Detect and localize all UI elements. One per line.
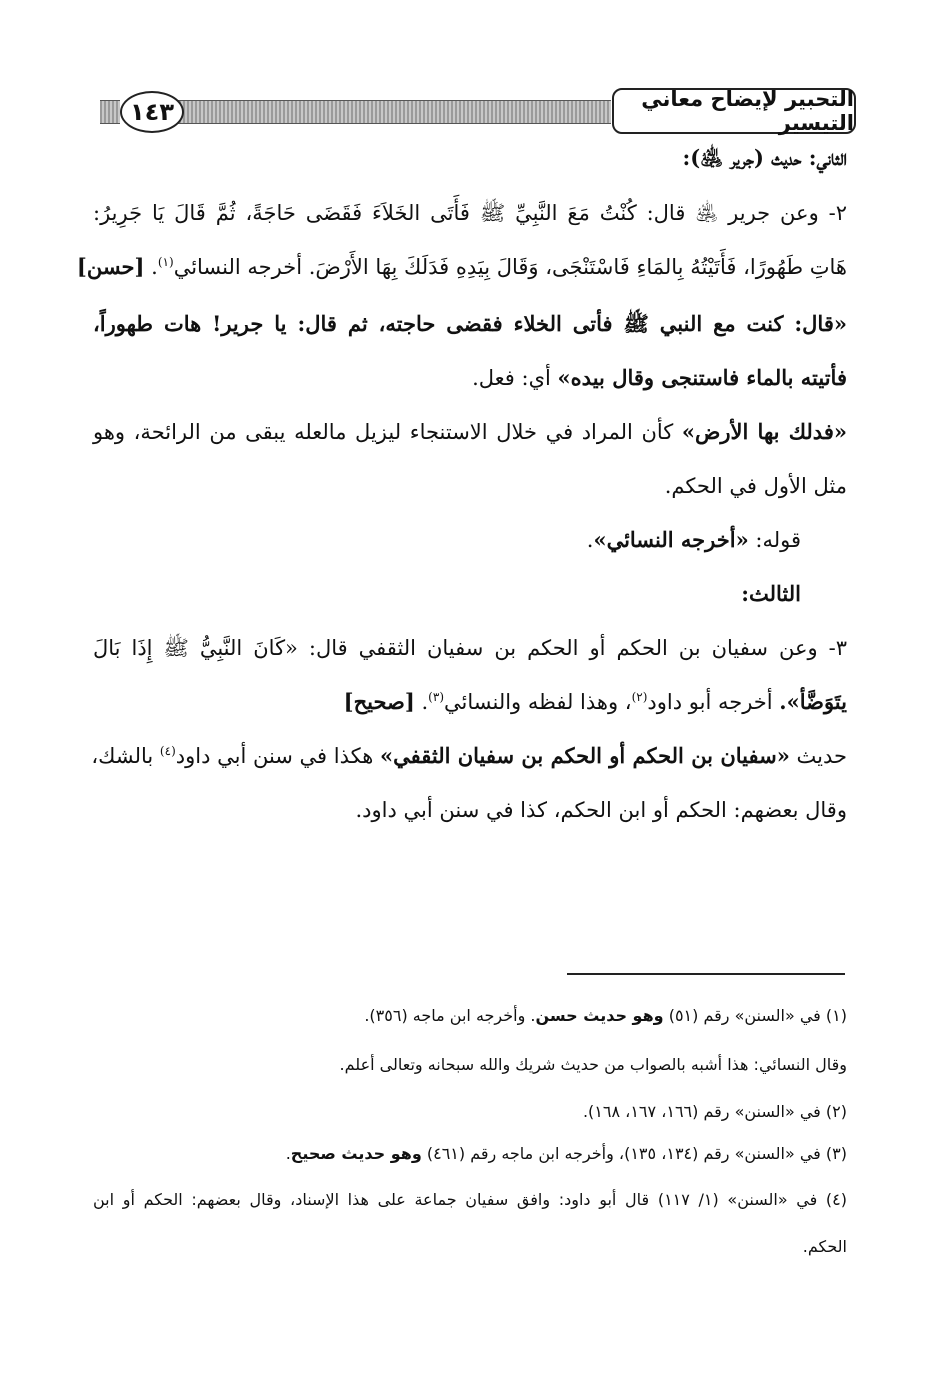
- hadith-3-line-1: ٣- وعن سفيان بن الحكم أو الحكم بن سفيان الثقفي قال: «كَانَ النَّبِيُّ ﷺ إِذَا بَالَ: [93, 636, 847, 660]
- hadith-2-line-1: ٢- وعن جرير ﵁ قال: كُنْتُ مَعَ النَّبِيِّ ﷺ فَأَتَى الخَلاَءَ فَقَضَى حَاجَةً، ثُمَّ قَالَ يَا جَرِيرُ:: [93, 201, 847, 225]
- book-title: التحبير لإيضاح معاني التيسير: [612, 88, 856, 134]
- footnote-3-end: .: [285, 1144, 291, 1163]
- header-ornament-left: [100, 100, 120, 124]
- footnote-3-grade: وهو حديث صحيح: [290, 1144, 422, 1163]
- commentary-1-rest: أي: فعل.: [472, 366, 558, 390]
- hadith-2-line-2: [76, 253, 847, 281]
- footnote-4-line-1: (٤) في «السنن» (١/ ١١٧) قال أبو داود: وافق سفيان جماعة على هذا الإسناد، وقال بعضهم: الحكم أو ابن: [93, 1190, 847, 1209]
- commentary-2-line-1: [93, 418, 847, 446]
- footnote-1-text: (١) في «السنن» رقم (٥١): [663, 1006, 847, 1025]
- commentary-4-end: بالشك،: [91, 744, 160, 768]
- footnote-ref-3: (٣): [428, 690, 444, 704]
- commentary-1-line-1: «قال: كنت مع النبي ﷺ فأتى الخلاء فقضى حاجته، ثم قال: يا جرير! هات طهوراً،: [93, 311, 847, 336]
- hadith-3-source-a: أخرجه أبو داود: [647, 690, 780, 714]
- grade-sahih: [صحيح]: [343, 689, 415, 714]
- hadith-3-source-b: ، وهذا لفظه والنسائي: [444, 690, 632, 714]
- footnote-ref-2: (٢): [631, 690, 648, 704]
- commentary-4-line-2: وقال بعضهم: الحكم أو ابن الحكم، كذا في سنن أبي داود.: [355, 798, 847, 822]
- footnote-1-continued: وقال النسائي: هذا أشبه بالصواب من حديث شريك والله سبحانه وتعالى أعلم.: [339, 1055, 847, 1074]
- commentary-1-quote: فأتيته بالماء فاستنجى وقال بيده»: [557, 365, 847, 390]
- hadith-2-text: هَاتِ طَهُورًا، فَأَتَيْتُهُ بِالمَاءِ فَاسْتَنْجَى، وَقَالَ بِيَدِهِ فَدَلَكَ بِهَا الأَرْضَ. أخرجه النسائي: [173, 255, 847, 279]
- footnote-1-end: . وأخرجه ابن ماجه (٣٥٦).: [364, 1006, 536, 1025]
- commentary-2-rest: كأن المراد في خلال الاستنجاء ليزيل مالعله يبقى من الرائحة، وهو: [93, 420, 682, 444]
- section-heading-third-text: الثالث:: [741, 581, 801, 606]
- footnote-separator: [567, 973, 845, 975]
- footnote-3-text: (٣) في «السنن» رقم (١٣٤، ١٣٥)، وأخرجه ابن ماجه رقم (٤٦١): [421, 1144, 847, 1163]
- hadith-3-quote: يتَوَضَّأ».: [779, 689, 847, 714]
- page-header: [100, 88, 856, 134]
- commentary-3-suffix: .: [586, 528, 594, 552]
- grade-hasan: [حسن]: [76, 254, 145, 279]
- commentary-2-line-2: مثل الأول في الحكم.: [664, 474, 847, 498]
- commentary-1-line-2: [93, 364, 847, 392]
- commentary-2-quote: «فدلك بها الأرض»: [681, 419, 847, 444]
- hadith-2-punct: .: [151, 255, 158, 279]
- footnote-1: [93, 1005, 847, 1027]
- header-ornament-band: [175, 100, 611, 124]
- commentary-3-quote: «أخرجه النسائي»: [593, 527, 749, 552]
- commentary-4-quote: «سفيان بن الحكم أو الحكم بن سفيان الثقفي»: [379, 743, 790, 768]
- section-heading-third: [93, 580, 847, 608]
- commentary-3: [93, 526, 847, 554]
- footnote-ref-4: (٤): [159, 744, 176, 758]
- page-number: ١٤٣: [120, 91, 184, 133]
- footnote-2: (٢) في «السنن» رقم (١٦٦، ١٦٧، ١٦٨).: [582, 1102, 847, 1121]
- footnote-1-grade: وهو حديث حسن: [535, 1006, 664, 1025]
- hadith-3-punct: .: [414, 690, 429, 714]
- section-heading-second: الثاني: حديث (جرير ﵁):: [682, 145, 847, 170]
- commentary-3-prefix: قوله:: [748, 528, 801, 552]
- commentary-4-prefix: حديث: [789, 744, 847, 768]
- footnote-3: [93, 1143, 847, 1165]
- hadith-3-line-2: [93, 688, 847, 716]
- commentary-4-mid: هكذا في سنن أبي داود: [175, 744, 380, 768]
- footnote-4-line-2: الحكم.: [802, 1237, 847, 1256]
- commentary-4-line-1: [93, 742, 847, 770]
- footnote-ref-1: (١): [157, 255, 174, 269]
